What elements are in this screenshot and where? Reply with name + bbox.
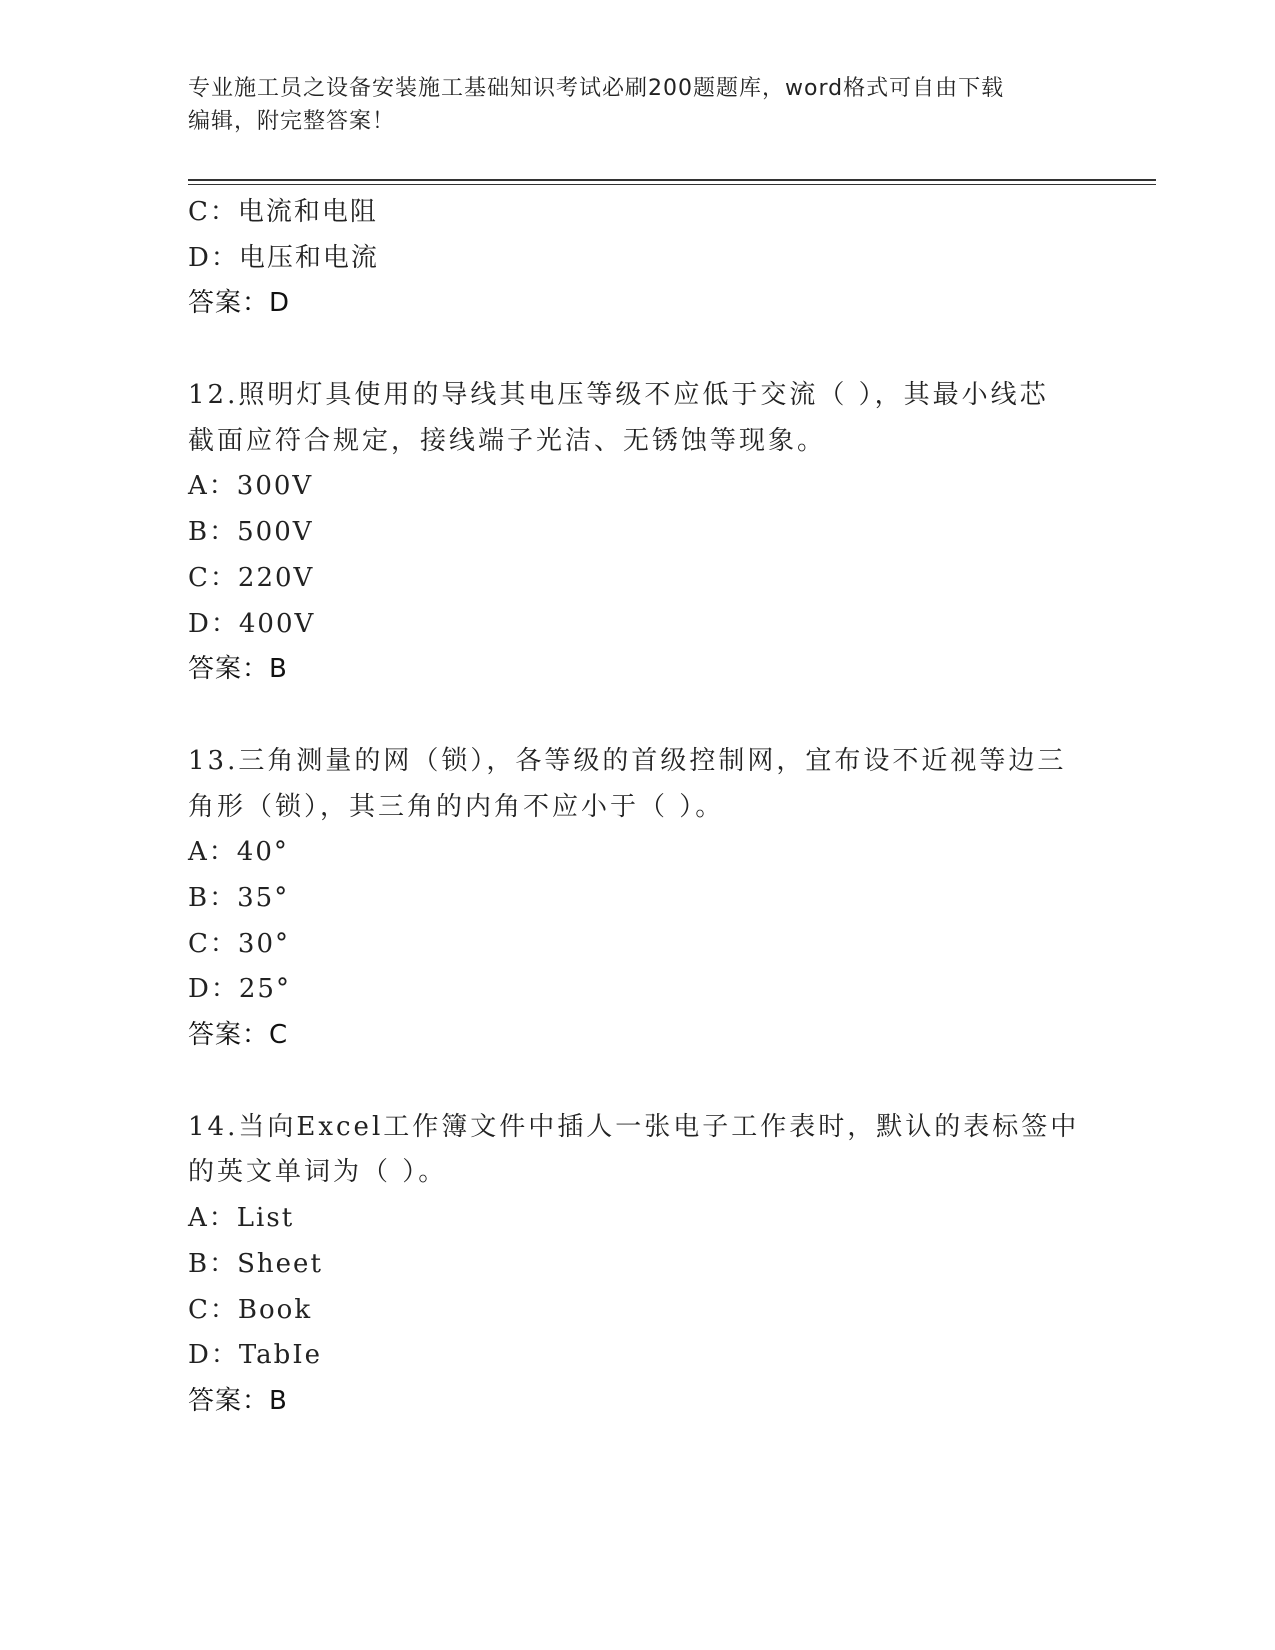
option-d: D：25° [188, 974, 291, 1005]
answer: 答案：C [188, 1020, 289, 1051]
question-text-line-1: 13.三角测量的网（锁），各等级的首级控制网，宜布设不近视等边三 [188, 745, 1067, 776]
option-c: C：电流和电阻 [188, 197, 378, 227]
question-text-line-2: 的英文单词为（ ）。 [188, 1157, 448, 1188]
answer: 答案：D [188, 288, 291, 319]
question-text-line-1: 12.照明灯具使用的导线其电压等级不应低于交流（ ），其最小线芯 [188, 380, 1049, 411]
option-d: D：TabIe [188, 1340, 322, 1371]
answer: 答案：B [188, 654, 288, 685]
header-rule-thick [188, 179, 1156, 181]
option-b: B：Sheet [188, 1248, 323, 1279]
header-line-2: 编辑，附完整答案！ [188, 109, 396, 134]
header-rule-thin [188, 184, 1156, 185]
header-line-1: 专业施工员之设备安装施工基础知识考试必刷200题题库，word格式可自由下载 [188, 76, 1005, 101]
option-a: A：List [188, 1203, 295, 1234]
option-d: D：400V [188, 608, 316, 639]
question-14 [188, 1105, 1088, 1425]
page-header [188, 72, 1088, 138]
option-c: C：220V [188, 562, 315, 593]
answer: 答案：B [188, 1385, 288, 1416]
document-body [188, 190, 1088, 1425]
question-13 [188, 739, 1088, 1059]
question-text-line-2: 截面应符合规定，接线端子光洁、无锈蚀等现象。 [188, 425, 827, 456]
option-a: A：300V [188, 471, 314, 502]
question-11-continued [188, 190, 1088, 327]
option-b: B：35° [188, 883, 290, 913]
question-12 [188, 373, 1088, 693]
option-a: A：40° [188, 837, 289, 868]
question-text-line-1: 14.当向Excel工作簿文件中插人一张电子工作表时，默认的表标签中 [188, 1111, 1080, 1142]
option-d: D：电压和电流 [188, 242, 379, 273]
question-text-line-2: 角形（锁），其三角的内角不应小于（ ）。 [188, 791, 725, 822]
option-c: C：Book [188, 1294, 313, 1325]
option-b: B：500V [188, 517, 314, 548]
option-c: C：30° [188, 928, 290, 959]
